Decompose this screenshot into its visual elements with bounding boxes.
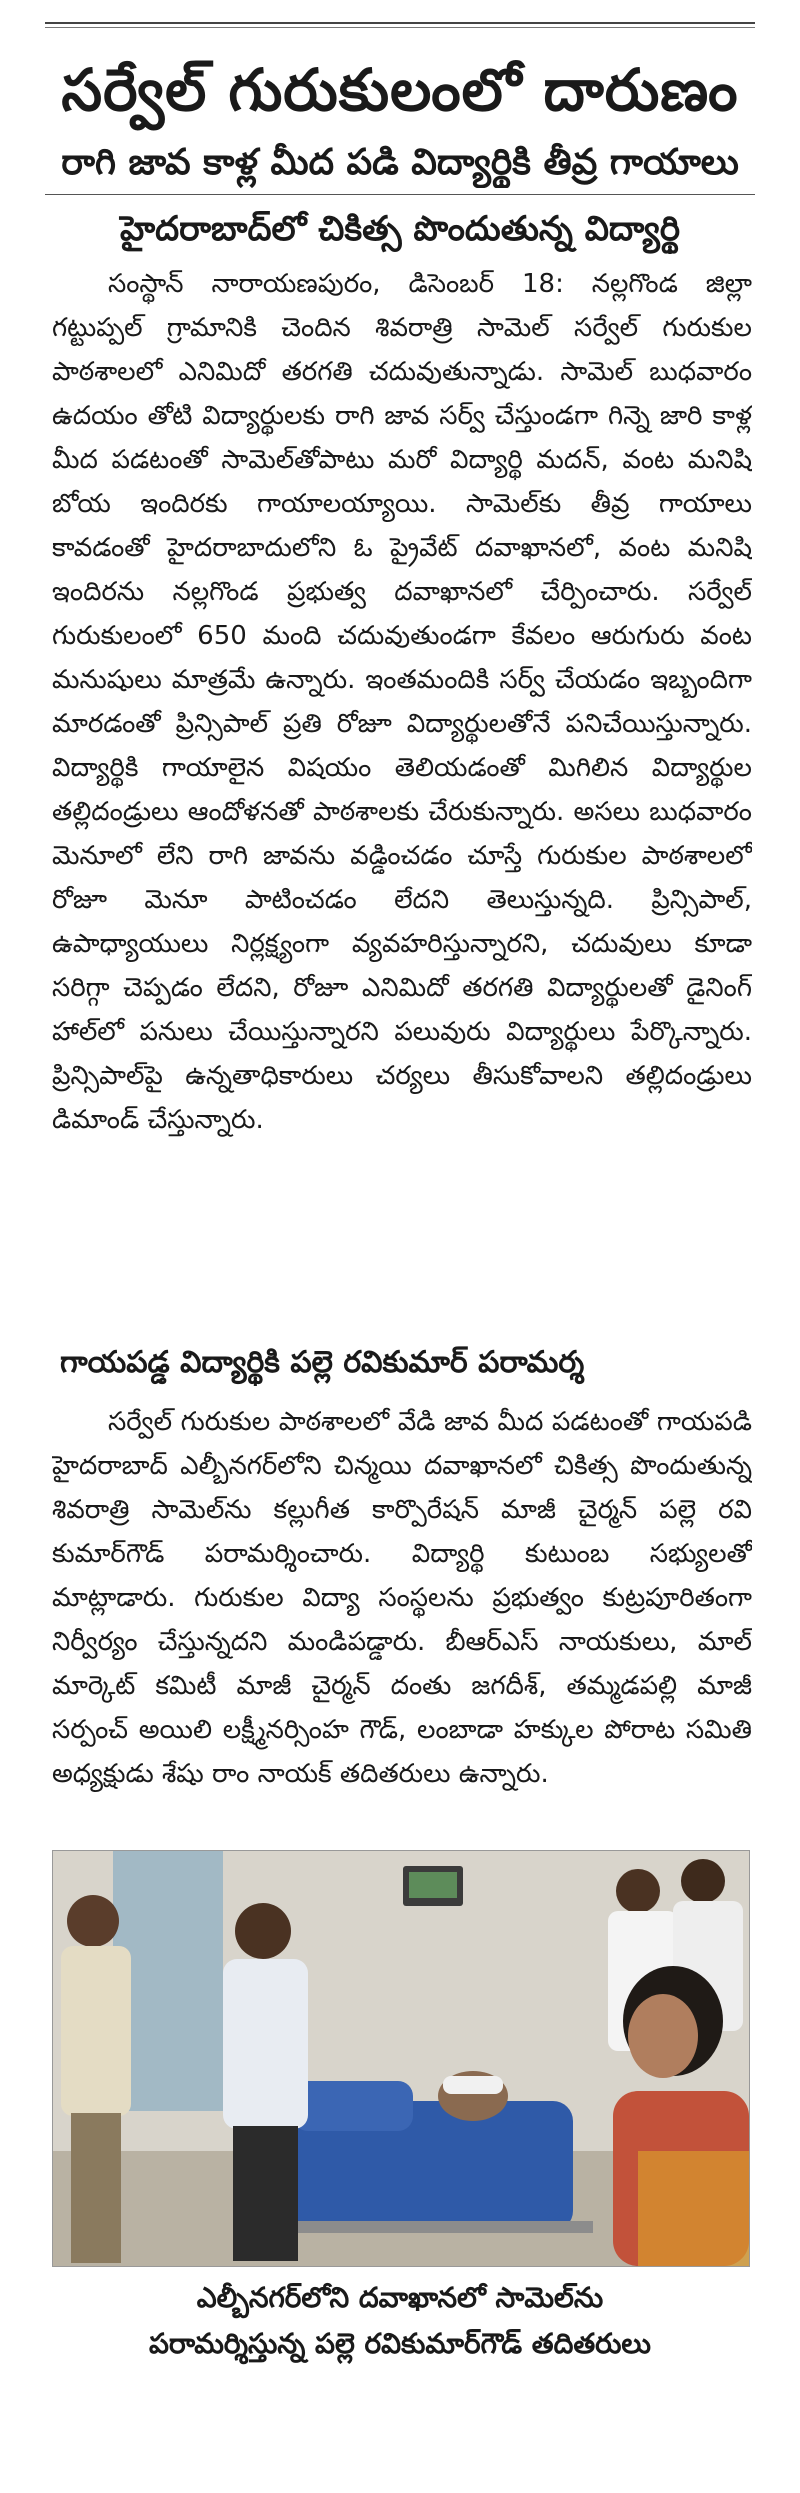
article-paragraph-1: సంస్థాన్ నారాయణపురం, డిసెంబర్ 18: నల్లగొండ జిల్లా గట్టుప్పల్ గ్రామానికి చెందిన శివరాత్రి సామెల్ సర్వేల్ గురుకుల పాఠశాలలో ఎనిమిదో తరగతి చదువుతున్నాడు. సామెల్ బుధవారం ఉదయం తోటి విద్యార్థులకు రాగి జావ సర్వ్ చేస్తుండగా గిన్నె జారి కాళ్ల మీద పడటంతో సామెల్‌తోపాటు మరో విద్యార్థి మదన్, వంట మనిషి బోయ ఇందిరకు గాయాలయ్యాయి. సామెల్‌కు తీవ్ర గాయాలు కావడంతో హైదరాబాదులోని ఓ ప్రైవేట్ దవాఖానలో, వంట మనిషి ఇందిరను నల్లగొండ ప్రభుత్వ దవాఖానలో చేర్పించారు. సర్వేల్ గురుకులంలో 650 మంది చదువుతుండగా కేవలం ఆరుగురు వంట మనుషులు మాత్రమే ఉన్నారు. ఇంతమందికి సర్వ్ చేయడం ఇబ్బందిగా మారడంతో ప్రిన్సిపాల్ ప్రతి రోజూ విద్యార్థులతోనే పనిచేయిస్తున్నారు. విద్యార్థికి గాయాలైన విషయం తెలియడంతో మిగిలిన విద్యార్థుల తల్లిదండ్రులు ఆందోళనతో పాఠశాలకు చేరుకున్నారు. అసలు బుధవారం మెనూలో లేని రాగి జావను వడ్డించడం చూస్తే గురుకుల పాఠశాలలో రోజూ మెనూ పాటించడం లేదని తెలుస్తున్నది. ప్రిన్సిపాల్, ఉపాధ్యాయులు నిర్లక్ష్యంగా వ్యవహరిస్తున్నారని, చదువులు కూడా సరిగ్గా చెప్పడం లేదని, రోజూ ఎనిమిదో తరగతి విద్యార్థులతో డైనింగ్ హాల్‌లో పనులు చేయిస్తున్నారని పలువురు విద్యార్థులు పేర్కొన్నారు. ప్రిన్సిపాల్‌పై ఉన్నతాధికారులు చర్యలు తీసుకోవాలని తల్లిదండ్రులు డిమాండ్ చేస్తున్నారు. [52,269,752,1135]
caption-line-2: పరామర్శిస్తున్న పల్లె రవికుమార్‌గౌడ్ తదితరులు [149,2327,651,2360]
photo-illustration [53,1851,749,2266]
article-paragraph-2: సర్వేల్ గురుకుల పాఠశాలలో వేడి జావ మీద పడటంతో గాయపడి హైదరాబాద్ ఎల్బీనగర్‌లోని చిన్మయి దవాఖానలో చికిత్స పొందుతున్న శివరాత్రి సామెల్‌ను కల్లుగీత కార్పొరేషన్ మాజీ చైర్మన్ పల్లె రవి కుమార్‌గౌడ్ పరామర్శించారు. విద్యార్థి కుటుంబ సభ్యులతో మాట్లాడారు. గురుకుల విద్యా సంస్థలను ప్రభుత్వం కుట్రపూరితంగా నిర్వీర్యం చేస్తున్నదని మండిపడ్డారు. బీఆర్ఎస్ నాయకులు, మాల్ మార్కెట్ కమిటీ మాజీ చైర్మన్ దంతు జగదీశ్, తమ్మడపల్లి మాజీ సర్పంచ్ అయిలి లక్ష్మీనర్సింహ గౌడ్, లంబాడా హక్కుల పోరాట సమితి అధ్యక్షుడు శేషు రాం నాయక్ తదితరులు ఉన్నారు. [52,1407,752,1789]
subhead-divider [45,194,755,195]
photo-caption [40,2275,760,2367]
top-rule [45,22,755,24]
caption-line-1: ఎల్బీనగర్‌లోని దవాఖానలో సామెల్‌ను [196,2281,604,2314]
top-rule-secondary [45,27,755,28]
subsection-title: గాయపడ్డ విద్యార్థికి పల్లె రవికుమార్ పరామర్శ [60,1345,585,1380]
subheadline: రాగి జావ కాళ్ల మీద పడి విద్యార్థికి తీవ్ర గాయాలు [61,142,739,183]
deck-headline: హైదరాబాద్‌లో చికిత్స పొందుతున్న విద్యార్థి [120,209,680,249]
headline: సర్వేల్ గురుకులంలో దారుణం [61,56,739,124]
hospital-visit-photo [52,1850,750,2267]
